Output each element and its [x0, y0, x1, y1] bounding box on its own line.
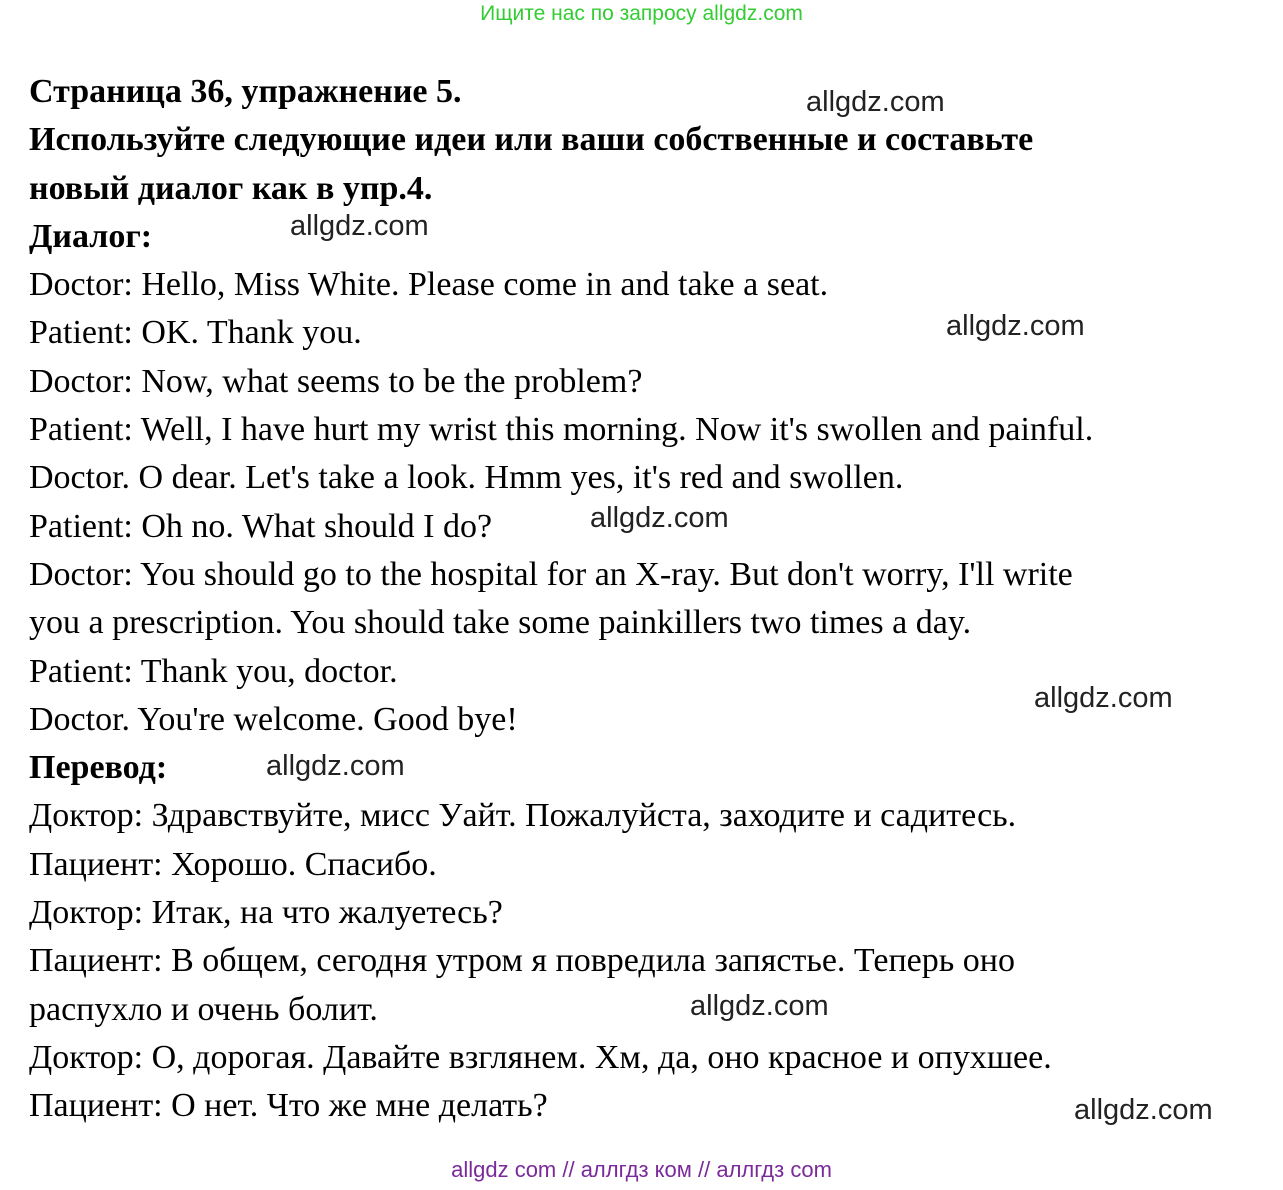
- watermark: allgdz.com: [1034, 682, 1173, 714]
- dialog-line: Doctor: You should go to the hospital for an X-ray. But don't worry, I'll write: [29, 555, 1073, 593]
- dialog-line: Doctor: Hello, Miss White. Please come in and take a seat.: [29, 266, 829, 304]
- watermark: allgdz.com: [590, 502, 729, 534]
- task-line-1: Используйте следующие идеи или ваши собственные и составьте: [29, 121, 1034, 159]
- translation-line: Доктор: Итак, на что жалуетесь?: [29, 894, 503, 932]
- watermark: allgdz.com: [1074, 1094, 1213, 1126]
- dialog-line: you a prescription. You should take some painkillers two times a day.: [29, 604, 972, 642]
- dialog-line: Patient: Oh no. What should I do?: [29, 507, 493, 545]
- dialog-line: Patient: Thank you, doctor.: [29, 652, 398, 690]
- top-search-banner: Ищите нас по запросу allgdz.com: [480, 2, 803, 25]
- translation-line: Пациент: В общем, сегодня утром я повредила запястье. Теперь оно: [29, 942, 1015, 980]
- dialog-heading: Диалог:: [29, 217, 153, 255]
- watermark: allgdz.com: [690, 990, 829, 1022]
- watermark: allgdz.com: [290, 210, 429, 242]
- dialog-line: Patient: Well, I have hurt my wrist this morning. Now it's swollen and painful.: [29, 411, 1094, 449]
- document-body: [29, 68, 1269, 1131]
- watermark: allgdz.com: [946, 310, 1085, 342]
- bottom-banner: allgdz com // аллгдз ком // аллгдз com: [451, 1157, 832, 1182]
- task-line-2: новый диалог как в упр.4.: [29, 169, 433, 207]
- translation-heading: Перевод:: [29, 749, 168, 787]
- dialog-line: Patient: OK. Thank you.: [29, 314, 362, 352]
- watermark: allgdz.com: [266, 750, 405, 782]
- translation-line: Доктор: Здравствуйте, мисс Уайт. Пожалуйста, заходите и садитесь.: [29, 797, 1017, 835]
- translation-line: Доктор: О, дорогая. Давайте взглянем. Хм, да, оно красное и опухшее.: [29, 1038, 1052, 1076]
- translation-line: распухло и очень болит.: [29, 990, 378, 1028]
- dialog-line: Doctor: Now, what seems to be the problem?: [29, 362, 643, 400]
- translation-line: Пациент: Хорошо. Спасибо.: [29, 845, 437, 883]
- watermark: allgdz.com: [806, 86, 945, 118]
- dialog-line: Doctor. O dear. Let's take a look. Hmm yes, it's red and swollen.: [29, 459, 904, 497]
- exercise-title: Страница 36, упражнение 5.: [29, 73, 462, 110]
- translation-line: Пациент: О нет. Что же мне делать?: [29, 1087, 548, 1125]
- dialog-line: Doctor. You're welcome. Good bye!: [29, 700, 518, 738]
